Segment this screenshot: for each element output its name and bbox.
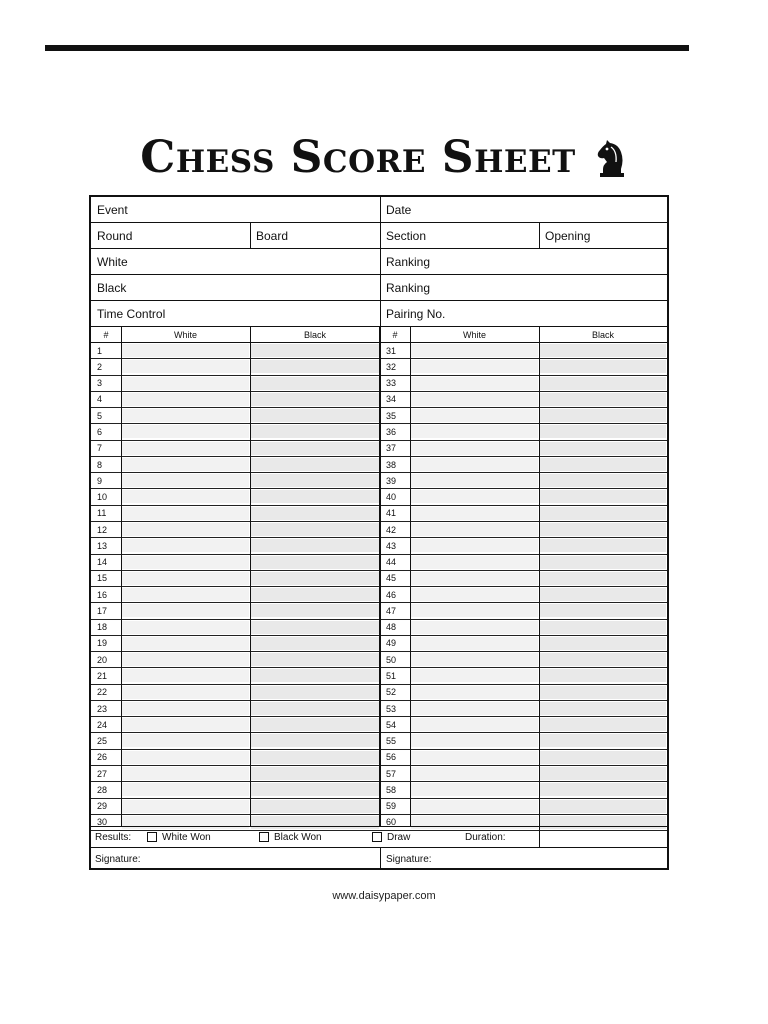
move-row bbox=[91, 522, 380, 538]
move-number: 59 bbox=[386, 801, 397, 812]
move-row bbox=[380, 750, 667, 766]
white-move-cell[interactable] bbox=[411, 344, 538, 357]
move-row bbox=[91, 392, 380, 408]
move-row bbox=[380, 424, 667, 440]
round-field[interactable] bbox=[91, 223, 250, 248]
white-move-cell[interactable] bbox=[411, 409, 538, 422]
move-number: 34 bbox=[386, 394, 397, 405]
results-label: Results: bbox=[95, 831, 132, 843]
move-number: 20 bbox=[97, 654, 108, 665]
move-row bbox=[91, 620, 380, 636]
white-move-cell[interactable] bbox=[122, 718, 249, 731]
black-move-cell[interactable] bbox=[540, 360, 666, 373]
black-move-cell[interactable] bbox=[540, 425, 666, 438]
move-number: 11 bbox=[97, 508, 107, 519]
move-number: 16 bbox=[97, 589, 108, 600]
move-number: 15 bbox=[97, 573, 108, 584]
move-number: 38 bbox=[386, 459, 397, 470]
move-number: 7 bbox=[97, 443, 103, 454]
move-number: 23 bbox=[97, 703, 108, 714]
white-move-cell[interactable] bbox=[122, 539, 249, 552]
move-row bbox=[91, 782, 380, 798]
black-move-cell[interactable] bbox=[540, 800, 666, 813]
move-row bbox=[91, 473, 380, 489]
header-row-white bbox=[91, 249, 667, 275]
white-player-label: White bbox=[97, 254, 128, 269]
move-number: 46 bbox=[386, 589, 397, 600]
page-title: Chess Score Sheet bbox=[140, 132, 576, 183]
black-move-cell[interactable] bbox=[251, 442, 379, 455]
move-number: 53 bbox=[386, 703, 397, 714]
black-move-cell[interactable] bbox=[251, 669, 379, 682]
move-number: 21 bbox=[97, 671, 108, 682]
black-move-cell[interactable] bbox=[251, 474, 379, 487]
white-move-cell[interactable] bbox=[411, 637, 538, 650]
move-row bbox=[380, 392, 667, 408]
draw-label: Draw bbox=[387, 831, 411, 843]
signature-right-label: Signature: bbox=[386, 853, 432, 865]
score-sheet bbox=[89, 195, 669, 870]
white-move-cell[interactable] bbox=[411, 767, 538, 780]
move-row bbox=[91, 506, 380, 522]
move-row bbox=[380, 555, 667, 571]
white-move-cell[interactable] bbox=[122, 523, 249, 536]
title-block bbox=[0, 128, 768, 188]
white-move-cell[interactable] bbox=[411, 751, 538, 764]
draw-option[interactable] bbox=[372, 827, 410, 847]
black-move-cell[interactable] bbox=[251, 425, 379, 438]
white-move-cell[interactable] bbox=[122, 458, 249, 471]
white-move-cell[interactable] bbox=[122, 490, 249, 503]
column-header-left bbox=[91, 327, 380, 343]
black-ranking-label: Ranking bbox=[386, 280, 431, 295]
move-row bbox=[380, 652, 667, 668]
white-won-option[interactable] bbox=[147, 827, 211, 847]
move-row bbox=[380, 343, 667, 359]
move-row bbox=[91, 489, 380, 505]
move-row bbox=[380, 359, 667, 375]
white-move-cell[interactable] bbox=[411, 425, 538, 438]
move-number: 57 bbox=[386, 768, 397, 779]
column-header-white: White bbox=[462, 329, 486, 340]
signature-left-label: Signature: bbox=[95, 853, 141, 865]
move-number: 33 bbox=[386, 378, 397, 389]
move-row bbox=[380, 733, 667, 749]
black-move-cell[interactable] bbox=[540, 734, 666, 747]
white-move-cell[interactable] bbox=[122, 669, 249, 682]
white-move-cell[interactable] bbox=[411, 507, 538, 520]
white-move-cell[interactable] bbox=[122, 360, 249, 373]
event-field[interactable] bbox=[91, 197, 380, 222]
move-row bbox=[91, 571, 380, 587]
move-row bbox=[380, 457, 667, 473]
move-number: 37 bbox=[386, 443, 397, 454]
opening-label: Opening bbox=[545, 228, 591, 243]
white-move-cell[interactable] bbox=[411, 474, 538, 487]
move-number: 42 bbox=[386, 524, 397, 535]
black-move-cell[interactable] bbox=[251, 556, 379, 569]
move-row bbox=[380, 376, 667, 392]
white-move-cell[interactable] bbox=[411, 800, 538, 813]
move-number: 29 bbox=[97, 801, 108, 812]
move-number: 9 bbox=[97, 475, 103, 486]
move-row bbox=[380, 603, 667, 619]
move-number: 14 bbox=[97, 557, 108, 568]
move-row bbox=[380, 538, 667, 554]
duration-label: Duration: bbox=[465, 831, 506, 843]
signature-right[interactable] bbox=[386, 848, 432, 870]
black-move-cell[interactable] bbox=[251, 588, 379, 601]
results-row bbox=[91, 826, 667, 848]
black-move-cell[interactable] bbox=[540, 767, 666, 780]
time-control-label: Time Control bbox=[97, 306, 166, 321]
white-move-cell[interactable] bbox=[411, 377, 538, 390]
move-number: 26 bbox=[97, 752, 108, 763]
top-rule bbox=[45, 45, 689, 51]
white-move-cell[interactable] bbox=[411, 783, 538, 796]
move-row bbox=[91, 538, 380, 554]
white-move-cell[interactable] bbox=[411, 686, 538, 699]
move-number: 27 bbox=[97, 768, 108, 779]
move-number: 58 bbox=[386, 784, 397, 795]
black-move-cell[interactable] bbox=[251, 393, 379, 406]
black-move-cell[interactable] bbox=[251, 523, 379, 536]
move-number: 28 bbox=[97, 784, 108, 795]
white-move-cell[interactable] bbox=[411, 458, 538, 471]
white-move-cell[interactable] bbox=[411, 539, 538, 552]
black-move-cell[interactable] bbox=[251, 621, 379, 634]
white-move-cell[interactable] bbox=[122, 409, 249, 422]
move-row bbox=[91, 636, 380, 652]
white-move-cell[interactable] bbox=[122, 800, 249, 813]
move-number: 17 bbox=[97, 605, 108, 616]
white-move-cell[interactable] bbox=[411, 490, 538, 503]
white-player-field[interactable] bbox=[91, 249, 380, 274]
white-move-cell[interactable] bbox=[122, 344, 249, 357]
move-row bbox=[91, 587, 380, 603]
move-number: 13 bbox=[97, 540, 108, 551]
move-grid bbox=[91, 327, 667, 826]
white-move-cell[interactable] bbox=[122, 507, 249, 520]
white-move-cell[interactable] bbox=[122, 751, 249, 764]
white-move-cell[interactable] bbox=[122, 377, 249, 390]
move-row bbox=[380, 782, 667, 798]
white-move-cell[interactable] bbox=[122, 393, 249, 406]
white-move-cell[interactable] bbox=[411, 393, 538, 406]
move-row bbox=[380, 668, 667, 684]
move-row bbox=[380, 701, 667, 717]
black-move-cell[interactable] bbox=[540, 393, 666, 406]
move-row bbox=[380, 473, 667, 489]
section-field[interactable] bbox=[380, 223, 539, 248]
move-number: 51 bbox=[386, 671, 397, 682]
move-row bbox=[91, 441, 380, 457]
black-move-cell[interactable] bbox=[540, 539, 666, 552]
black-move-cell[interactable] bbox=[251, 344, 379, 357]
black-move-cell[interactable] bbox=[540, 490, 666, 503]
white-move-cell[interactable] bbox=[122, 653, 249, 666]
black-move-cell[interactable] bbox=[251, 409, 379, 422]
move-number: 56 bbox=[386, 752, 397, 763]
white-move-cell[interactable] bbox=[411, 604, 538, 617]
move-number: 54 bbox=[386, 719, 397, 730]
move-number: 52 bbox=[386, 687, 397, 698]
move-row bbox=[380, 799, 667, 815]
header-row-black bbox=[91, 275, 667, 301]
move-number: 48 bbox=[386, 622, 397, 633]
move-number: 40 bbox=[386, 492, 397, 503]
black-move-cell[interactable] bbox=[251, 637, 379, 650]
pairing-no-label: Pairing No. bbox=[386, 306, 446, 321]
black-move-cell[interactable] bbox=[251, 800, 379, 813]
move-row bbox=[380, 636, 667, 652]
white-move-cell[interactable] bbox=[411, 556, 538, 569]
black-move-cell[interactable] bbox=[540, 653, 666, 666]
white-move-cell[interactable] bbox=[122, 442, 249, 455]
black-won-checkbox[interactable] bbox=[259, 832, 269, 842]
black-move-cell[interactable] bbox=[251, 507, 379, 520]
black-move-cell[interactable] bbox=[540, 637, 666, 650]
move-number: 18 bbox=[97, 622, 108, 633]
move-row bbox=[380, 587, 667, 603]
move-row bbox=[91, 343, 380, 359]
black-move-cell[interactable] bbox=[251, 604, 379, 617]
move-row bbox=[380, 766, 667, 782]
black-move-cell[interactable] bbox=[540, 523, 666, 536]
white-won-label: White Won bbox=[162, 831, 211, 843]
move-number: 5 bbox=[97, 410, 103, 421]
move-number: 45 bbox=[386, 573, 397, 584]
black-ranking-field[interactable] bbox=[380, 275, 667, 300]
black-move-cell[interactable] bbox=[540, 507, 666, 520]
white-ranking-label: Ranking bbox=[386, 254, 431, 269]
move-row bbox=[380, 441, 667, 457]
move-number: 25 bbox=[97, 736, 108, 747]
black-move-cell[interactable] bbox=[540, 572, 666, 585]
black-move-cell[interactable] bbox=[251, 377, 379, 390]
white-move-cell[interactable] bbox=[122, 767, 249, 780]
move-row bbox=[91, 766, 380, 782]
white-move-cell[interactable] bbox=[122, 637, 249, 650]
draw-checkbox[interactable] bbox=[372, 832, 382, 842]
black-move-cell[interactable] bbox=[540, 442, 666, 455]
black-move-cell[interactable] bbox=[251, 458, 379, 471]
event-label: Event bbox=[97, 202, 128, 217]
black-move-cell[interactable] bbox=[251, 734, 379, 747]
move-number: 31 bbox=[386, 345, 397, 356]
black-move-cell[interactable] bbox=[540, 702, 666, 715]
white-move-cell[interactable] bbox=[122, 783, 249, 796]
move-number: 35 bbox=[386, 410, 397, 421]
move-number: 44 bbox=[386, 557, 397, 568]
move-row bbox=[91, 799, 380, 815]
white-move-cell[interactable] bbox=[411, 572, 538, 585]
move-number: 1 bbox=[97, 345, 103, 356]
white-move-cell[interactable] bbox=[411, 653, 538, 666]
board-field[interactable] bbox=[250, 223, 380, 248]
move-number: 2 bbox=[97, 361, 103, 372]
move-number: 47 bbox=[386, 605, 397, 616]
white-move-cell[interactable] bbox=[122, 474, 249, 487]
black-move-cell[interactable] bbox=[540, 344, 666, 357]
black-move-cell[interactable] bbox=[251, 767, 379, 780]
white-ranking-field[interactable] bbox=[380, 249, 667, 274]
black-move-cell[interactable] bbox=[251, 686, 379, 699]
move-number: 36 bbox=[386, 426, 397, 437]
section-label: Section bbox=[386, 228, 427, 243]
board-label: Board bbox=[256, 228, 289, 243]
move-row bbox=[91, 376, 380, 392]
date-label: Date bbox=[386, 202, 412, 217]
move-row bbox=[91, 717, 380, 733]
black-move-cell[interactable] bbox=[540, 669, 666, 682]
column-header-num: # bbox=[392, 329, 398, 340]
white-move-cell[interactable] bbox=[411, 588, 538, 601]
move-row bbox=[380, 571, 667, 587]
black-move-cell[interactable] bbox=[540, 751, 666, 764]
black-move-cell[interactable] bbox=[540, 686, 666, 699]
footer-url: www.daisypaper.com bbox=[332, 890, 436, 902]
pairing-no-field[interactable] bbox=[380, 301, 667, 326]
header-row-round bbox=[91, 223, 667, 249]
white-move-cell[interactable] bbox=[411, 621, 538, 634]
move-row bbox=[91, 750, 380, 766]
move-number: 60 bbox=[386, 817, 397, 828]
signature-row bbox=[91, 848, 667, 870]
move-number: 3 bbox=[97, 378, 103, 389]
move-number: 10 bbox=[97, 492, 108, 503]
header-row-time bbox=[91, 301, 667, 327]
white-move-cell[interactable] bbox=[122, 621, 249, 634]
move-number: 39 bbox=[386, 475, 397, 486]
black-move-cell[interactable] bbox=[540, 409, 666, 422]
column-header-white: White bbox=[173, 329, 197, 340]
black-move-cell[interactable] bbox=[540, 604, 666, 617]
move-number: 41 bbox=[386, 508, 397, 519]
move-row bbox=[380, 506, 667, 522]
black-player-label: Black bbox=[97, 280, 127, 295]
move-number: 50 bbox=[386, 654, 397, 665]
black-move-cell[interactable] bbox=[251, 751, 379, 764]
black-move-cell[interactable] bbox=[540, 458, 666, 471]
move-row bbox=[380, 685, 667, 701]
column-header-right bbox=[380, 327, 667, 343]
move-number: 8 bbox=[97, 459, 103, 470]
move-row bbox=[91, 359, 380, 375]
white-move-cell[interactable] bbox=[122, 556, 249, 569]
black-move-cell[interactable] bbox=[251, 490, 379, 503]
move-number: 49 bbox=[386, 638, 397, 649]
white-move-cell[interactable] bbox=[411, 442, 538, 455]
black-move-cell[interactable] bbox=[540, 783, 666, 796]
white-move-cell[interactable] bbox=[122, 588, 249, 601]
move-row bbox=[91, 457, 380, 473]
move-number: 24 bbox=[97, 719, 108, 730]
move-number: 22 bbox=[97, 687, 108, 698]
white-move-cell[interactable] bbox=[411, 702, 538, 715]
move-row bbox=[91, 603, 380, 619]
move-row bbox=[91, 408, 380, 424]
move-number: 6 bbox=[97, 426, 103, 437]
move-number: 32 bbox=[386, 361, 397, 372]
white-move-cell[interactable] bbox=[122, 572, 249, 585]
move-number: 12 bbox=[97, 524, 108, 535]
black-move-cell[interactable] bbox=[251, 783, 379, 796]
move-row bbox=[91, 424, 380, 440]
white-move-cell[interactable] bbox=[122, 425, 249, 438]
black-won-label: Black Won bbox=[274, 831, 322, 843]
move-row bbox=[91, 652, 380, 668]
round-label: Round bbox=[97, 228, 133, 243]
move-number: 19 bbox=[97, 638, 108, 649]
move-number: 4 bbox=[97, 394, 103, 405]
move-number: 43 bbox=[386, 540, 397, 551]
move-row bbox=[380, 489, 667, 505]
black-won-option[interactable] bbox=[259, 827, 322, 847]
date-field[interactable] bbox=[380, 197, 667, 222]
move-number: 30 bbox=[97, 817, 108, 828]
header-row-event bbox=[91, 197, 667, 223]
white-won-checkbox[interactable] bbox=[147, 832, 157, 842]
move-row bbox=[380, 408, 667, 424]
move-row bbox=[91, 685, 380, 701]
white-move-cell[interactable] bbox=[411, 718, 538, 731]
white-move-cell[interactable] bbox=[411, 523, 538, 536]
white-move-cell[interactable] bbox=[411, 360, 538, 373]
white-move-cell[interactable] bbox=[122, 734, 249, 747]
black-move-cell[interactable] bbox=[540, 377, 666, 390]
black-move-cell[interactable] bbox=[540, 718, 666, 731]
black-move-cell[interactable] bbox=[540, 556, 666, 569]
black-move-cell[interactable] bbox=[540, 474, 666, 487]
column-header-black: Black bbox=[591, 329, 614, 340]
black-move-cell[interactable] bbox=[251, 653, 379, 666]
white-move-cell[interactable] bbox=[122, 604, 249, 617]
column-header-num: # bbox=[103, 329, 109, 340]
black-move-cell[interactable] bbox=[251, 539, 379, 552]
move-row bbox=[91, 555, 380, 571]
move-row bbox=[91, 701, 380, 717]
move-column-left bbox=[91, 327, 380, 826]
move-row bbox=[380, 620, 667, 636]
move-column-right bbox=[380, 327, 667, 826]
move-row bbox=[380, 522, 667, 538]
black-move-cell[interactable] bbox=[540, 588, 666, 601]
move-row bbox=[91, 733, 380, 749]
opening-field[interactable] bbox=[539, 223, 667, 248]
move-number: 55 bbox=[386, 736, 397, 747]
signature-left[interactable] bbox=[95, 848, 141, 870]
black-move-cell[interactable] bbox=[251, 702, 379, 715]
black-move-cell[interactable] bbox=[251, 572, 379, 585]
column-header-black: Black bbox=[303, 329, 326, 340]
black-player-field[interactable] bbox=[91, 275, 380, 300]
white-move-cell[interactable] bbox=[411, 734, 538, 747]
move-row bbox=[380, 717, 667, 733]
white-move-cell[interactable] bbox=[122, 686, 249, 699]
black-move-cell[interactable] bbox=[251, 718, 379, 731]
chess-knight-icon bbox=[594, 138, 628, 178]
black-move-cell[interactable] bbox=[251, 360, 379, 373]
white-move-cell[interactable] bbox=[411, 669, 538, 682]
black-move-cell[interactable] bbox=[540, 621, 666, 634]
time-control-field[interactable] bbox=[91, 301, 380, 326]
move-row bbox=[91, 668, 380, 684]
white-move-cell[interactable] bbox=[122, 702, 249, 715]
